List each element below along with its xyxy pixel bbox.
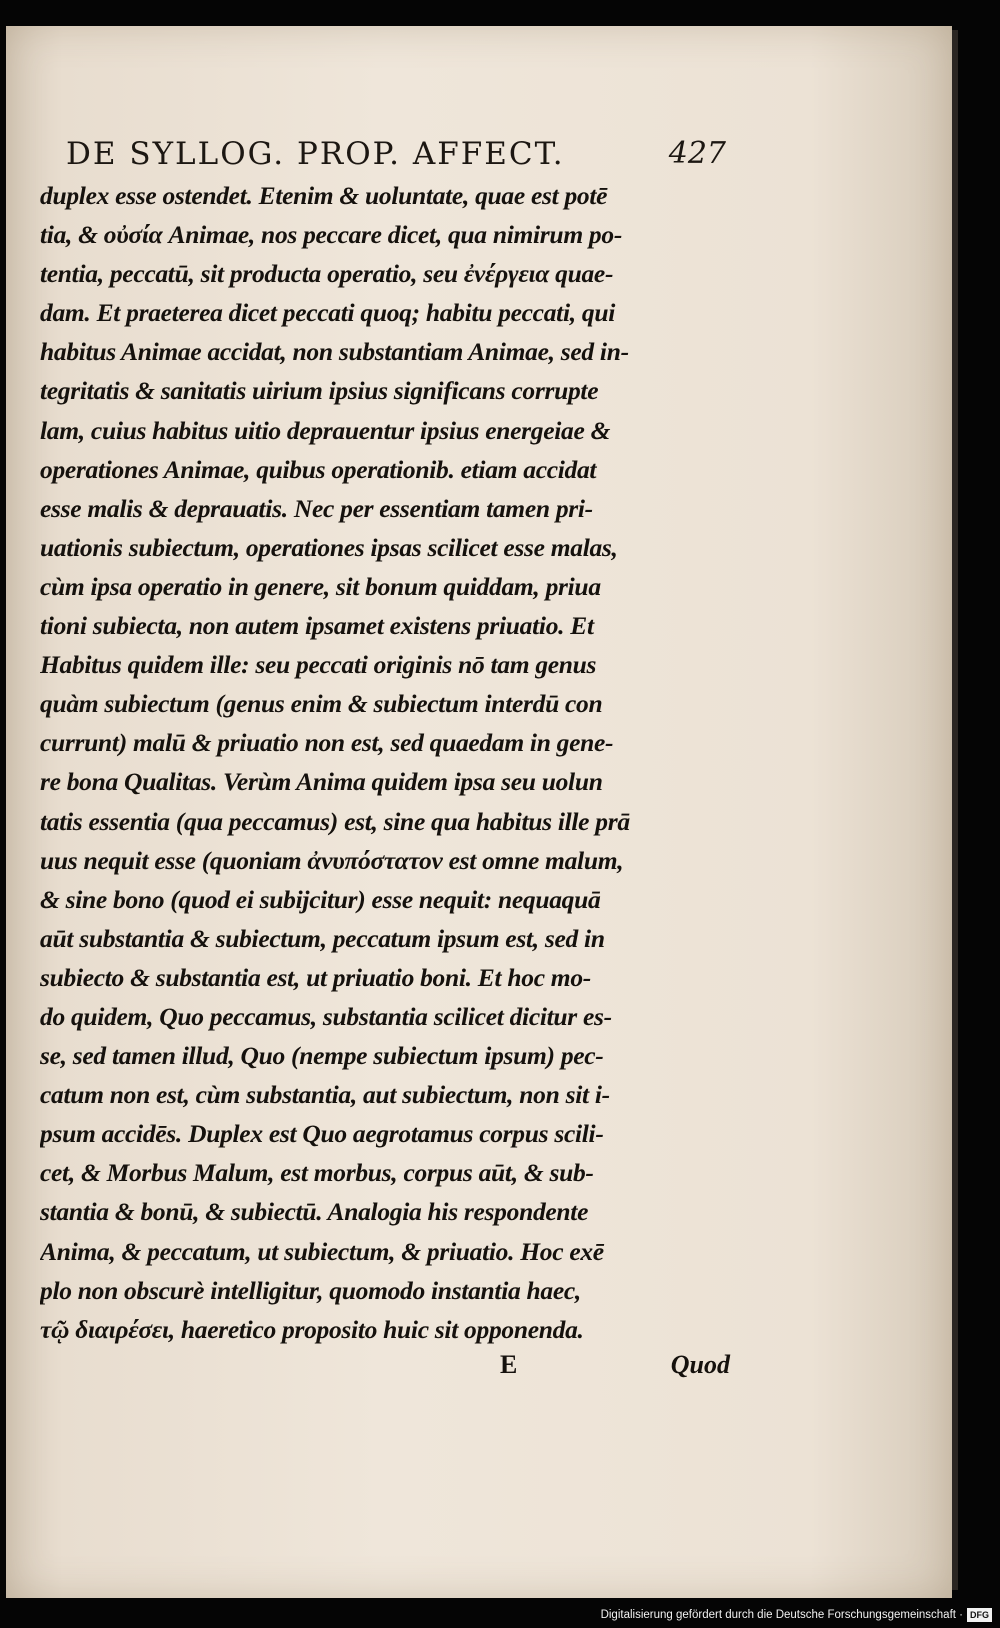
credit-text: Digitalisierung gefördert durch die Deutsche Forschungsgemeinschaft · [600, 1609, 963, 1621]
text-line: uus nequit esse (quoniam ἀνυπόστατον est omne malum, [40, 845, 624, 875]
text-line: catum non est, cùm substantia, aut subiectum, non sit i- [40, 1080, 610, 1110]
text-line: operationes Animae, quibus operationib. etiam accidat [40, 454, 597, 484]
text-line: psum accidēs. Duplex est Quo aegrotamus corpus scili- [40, 1119, 604, 1149]
text-line: tia, & οὐσία Animae, nos peccare dicet, qua nimirum po- [40, 220, 623, 250]
page-footer [500, 1350, 730, 1390]
text-line: do quidem, Quo peccamus, substantia scilicet dicitur es- [40, 1001, 612, 1031]
page-number: 427 [668, 136, 726, 171]
text-line: duplex esse ostendet. Etenim & uoluntate, quae est potē [40, 181, 608, 210]
text-line: dam. Et praeterea dicet peccati quoq; habitu peccati, qui [40, 298, 615, 328]
text-line: τῷ διαιρέσει, haeretico proposito huic sit opponenda. [40, 1314, 584, 1344]
digitization-credit [601, 1606, 992, 1624]
text-line: tatis essentia (qua peccamus) est, sine qua habitus ille prā [40, 806, 630, 836]
text-line: aūt substantia & subiectum, peccatum ipsum est, sed in [40, 923, 605, 953]
catchword: Quod [670, 1350, 730, 1379]
text-line: subiecto & substantia est, ut priuatio boni. Et hoc mo- [40, 962, 591, 992]
text-line: plo non obscurè intelligitur, quomodo instantia haec, [40, 1275, 581, 1305]
signature-mark: E [500, 1350, 518, 1379]
text-line: se, sed tamen illud, Quo (nempe subiectum ipsum) pec- [40, 1041, 604, 1071]
text-line: habitus Animae accidat, non substantiam Animae, sed in- [40, 337, 629, 367]
text-line: cet, & Morbus Malum, est morbus, corpus aūt, & sub- [40, 1158, 594, 1188]
body-text [40, 176, 730, 1349]
text-line: re bona Qualitas. Verùm Anima quidem ipsa seu uolun [40, 767, 603, 797]
text-line: esse malis & deprauatis. Nec per essentiam tamen pri- [40, 493, 593, 523]
text-line: tentia, peccatū, sit producta operatio, seu ἐνέργεια quae- [40, 259, 614, 289]
text-line: & sine bono (quod ei subijcitur) esse nequit: nequaquā [40, 884, 601, 914]
text-line: cùm ipsa operatio in genere, sit bonum quiddam, priua [40, 571, 601, 601]
text-line: stantia & bonū, & subiectū. Analogia his respondente [40, 1197, 589, 1227]
text-line: currunt) malū & priuatio non est, sed quaedam in gene- [40, 728, 614, 758]
text-line: lam, cuius habitus uitio deprauentur ipsius energeiae & [40, 415, 611, 445]
text-line: tegritatis & sanitatis uirium ipsius significans corrupte [40, 376, 599, 406]
dfg-logo-icon: DFG [967, 1608, 992, 1622]
running-head: DE SYLLOG. PROP. AFFECT. [66, 136, 565, 172]
page-edge [952, 30, 958, 1590]
text-line: tioni subiecta, non autem ipsamet existens priuatio. Et [40, 611, 594, 641]
text-line: uationis subiectum, operationes ipsas scilicet esse malas, [40, 532, 618, 562]
text-line: quàm subiectum (genus enim & subiectum interdū con [40, 689, 603, 719]
text-line: Habitus quidem ille: seu peccati originis nō tam genus [40, 650, 597, 680]
text-line: Anima, & peccatum, ut subiectum, & priuatio. Hoc exē [40, 1236, 604, 1266]
